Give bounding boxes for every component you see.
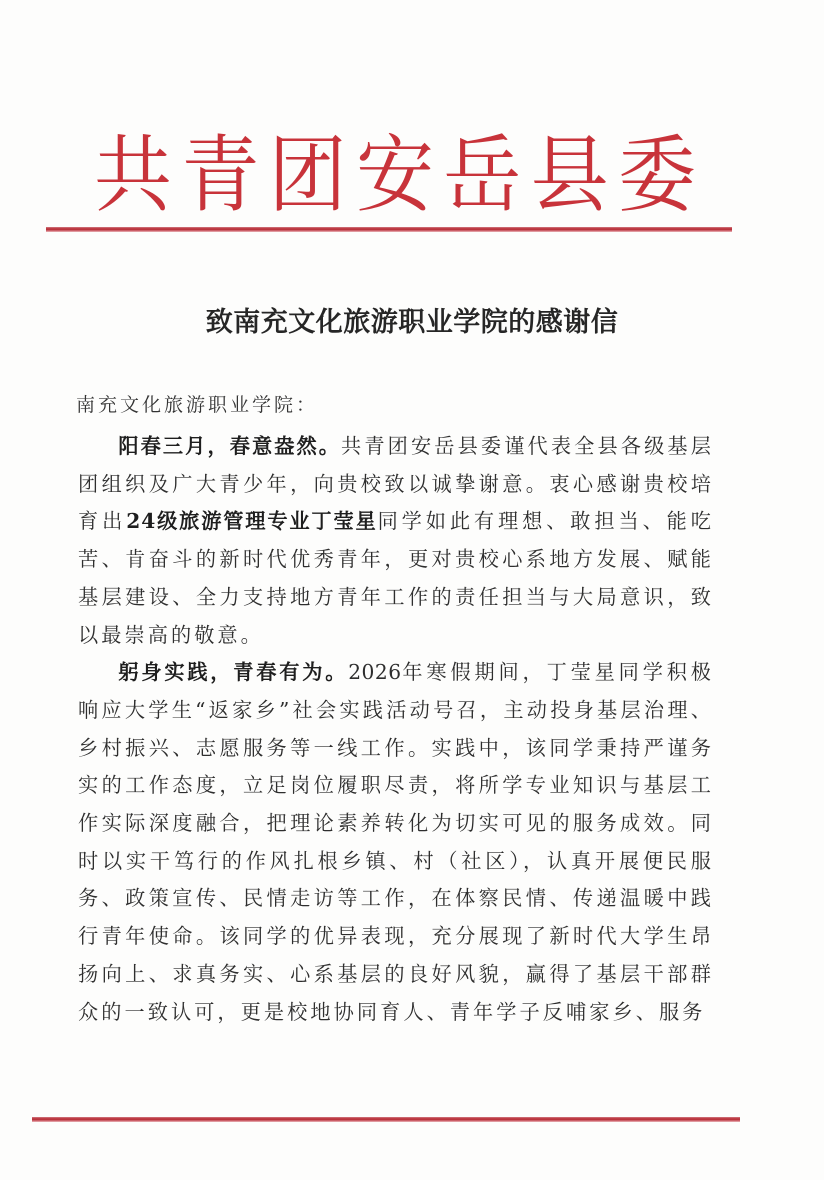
paragraph-lead: 阳春三月，春意盎然。 [118, 434, 342, 458]
letterhead-char: 团 [268, 127, 347, 225]
letter-body [78, 428, 714, 1031]
paragraph-text: 共青团安岳县委谨代表全县各级基层团组织及广大青少年，向贵校致以诚挚谢意。衷心感谢贵校培育出 [78, 434, 714, 534]
letterhead-red-rule-top [46, 227, 732, 232]
letterhead-char: 安 [355, 127, 434, 225]
letterhead-char: 共 [93, 127, 172, 225]
paragraph-text: 同学如此有理想、敢担当、能吃苦、肯奋斗的新时代优秀青年，更对贵校心系地方发展、赋能基层建设、全力支持地方青年工作的责任担当与大局意识，致以最崇高的敬意。 [78, 509, 714, 647]
letterhead-char: 岳 [443, 127, 522, 225]
salutation: 南充文化旅游职业学院： [76, 394, 319, 416]
letterhead-char: 青 [181, 127, 260, 225]
letterhead-char: 委 [617, 127, 696, 225]
paragraph-1 [78, 428, 714, 654]
paragraph-lead: 躬身实践，青春有为。 [118, 660, 349, 685]
footer-red-rule [32, 1117, 740, 1122]
organization-letterhead [90, 128, 700, 224]
letterhead-char: 县 [530, 127, 609, 225]
paragraph-text: 年寒假期间，丁莹星同学积极响应大学生“返家乡”社会实践活动号召，主动投身基层治理、乡村振兴、志愿服务等一线工作。实践中，该同学秉持严谨务实的工作态度，立足岗位履职尽责，将所学专业知识与基层工作实际深度融合，把理论素养转化为切实可见的服务成效。同时以实干笃行的作风扎根乡镇、村（社区），认真开展便民服务、政策宣传、民情走访等工作，在体察民情、传递温暖中践行青年使命。该同学的优异表现，充分展现了新时代大学生昂扬向上、求真务实、心系基层的良好风貌，赢得了基层干部群众的一致认可，更是校地协同育人、青年学子反哺家乡、服务 [78, 660, 714, 1024]
paragraph-2 [78, 654, 714, 1031]
letter-title: 致南充文化旅游职业学院的感谢信 [205, 307, 619, 338]
student-highlight: 24级旅游管理专业丁莹星 [126, 509, 378, 534]
year: 2026 [348, 660, 402, 685]
